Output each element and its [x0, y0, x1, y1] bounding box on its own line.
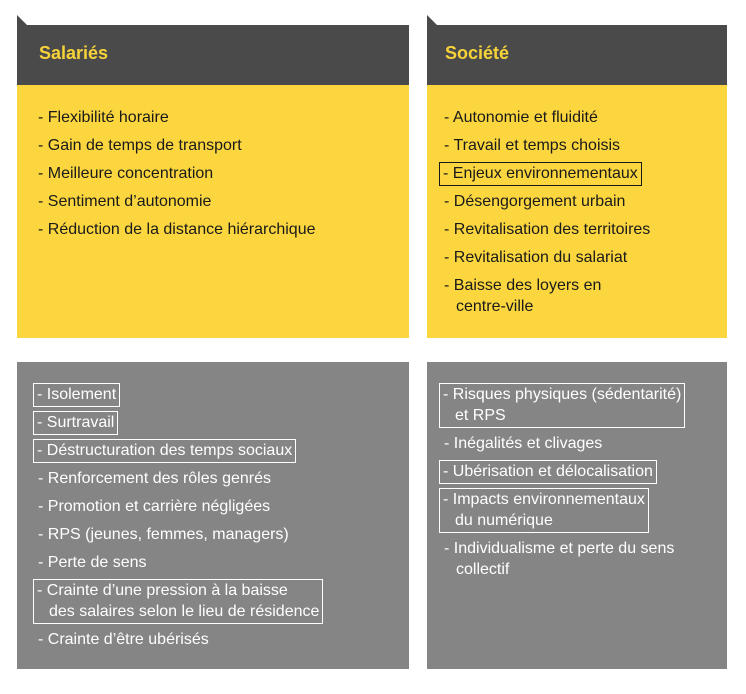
- list-item-line: - Revitalisation des territoires: [444, 221, 651, 238]
- list-item-line: - Crainte d’être ubérisés: [38, 631, 209, 648]
- list-item: [34, 384, 119, 406]
- list-item: [34, 580, 322, 623]
- list-item-line: - Baisse des loyers en: [444, 277, 602, 294]
- list-item-line: - Désengorgement urbain: [444, 193, 626, 210]
- list-item: [440, 163, 641, 185]
- list-item: [440, 489, 648, 532]
- list-item-line: et RPS: [455, 407, 506, 424]
- list-item: [38, 468, 271, 489]
- list-item-line: - Revitalisation du salariat: [444, 249, 628, 266]
- list-item: [444, 538, 674, 580]
- salaries-advantages-panel: [17, 85, 409, 338]
- salaries-risks-panel: [17, 362, 409, 669]
- list-item-line: - Travail et temps choisis: [444, 137, 621, 154]
- list-item-line: - Promotion et carrière négligées: [38, 498, 271, 515]
- list-item-line: - Enjeux environnementaux: [443, 165, 638, 182]
- list-item: [444, 191, 625, 212]
- list-item: [34, 412, 117, 434]
- list-item-line: collectif: [456, 561, 510, 578]
- list-item-line: - Autonomie et fluidité: [444, 109, 598, 126]
- list-item-line: - Déstructuration des temps sociaux: [37, 442, 293, 459]
- societe-risks-panel: [427, 362, 727, 669]
- list-item: [38, 135, 242, 156]
- list-item-line: - Inégalités et clivages: [444, 435, 603, 452]
- list-item-line: - Surtravail: [37, 414, 115, 431]
- salaries-title: Salariés: [39, 43, 109, 63]
- list-item-line: - Impacts environnementaux: [443, 491, 645, 508]
- list-item-line: - Renforcement des rôles genrés: [38, 470, 271, 487]
- list-item: [444, 247, 627, 268]
- list-item: [444, 135, 620, 156]
- list-item: [440, 384, 684, 427]
- list-item-line: des salaires selon le lieu de résidence: [49, 603, 320, 620]
- list-item-line: - Individualisme et perte du sens: [444, 540, 675, 557]
- list-item: [38, 552, 147, 573]
- list-item-line: - Réduction de la distance hiérarchique: [38, 221, 316, 238]
- list-item: [38, 496, 270, 517]
- list-item-line: - Gain de temps de transport: [38, 137, 242, 154]
- societe-advantages-panel: [427, 85, 727, 338]
- list-item: [444, 275, 601, 317]
- list-item: [38, 219, 316, 240]
- list-item-line: - Isolement: [37, 386, 117, 403]
- list-item: [38, 107, 169, 128]
- header-tab-notch: [427, 15, 437, 25]
- societe-title: Société: [445, 43, 510, 63]
- list-item-line: - Perte de sens: [38, 554, 147, 571]
- header-tab-notch: [17, 15, 27, 25]
- list-item-line: - Crainte d’une pression à la baisse: [37, 582, 288, 599]
- list-item-line: - Risques physiques (sédentarité): [443, 386, 682, 403]
- list-item: [444, 219, 650, 240]
- list-item-line: - Sentiment d’autonomie: [38, 193, 212, 210]
- list-item-line: - Flexibilité horaire: [38, 109, 169, 126]
- list-item: [38, 191, 211, 212]
- list-item: [38, 629, 209, 650]
- list-item-line: centre-ville: [456, 298, 534, 315]
- list-item: [440, 461, 656, 483]
- list-item-line: du numérique: [455, 512, 553, 529]
- list-item: [38, 163, 213, 184]
- list-item-line: - RPS (jeunes, femmes, managers): [38, 526, 289, 543]
- salaries-header: [17, 25, 409, 85]
- list-item: [444, 433, 602, 454]
- list-item: [34, 440, 295, 462]
- list-item-line: - Meilleure concentration: [38, 165, 214, 182]
- list-item: [38, 524, 289, 545]
- societe-header: [427, 25, 727, 85]
- list-item: [444, 107, 598, 128]
- list-item-line: - Ubérisation et délocalisation: [443, 463, 653, 480]
